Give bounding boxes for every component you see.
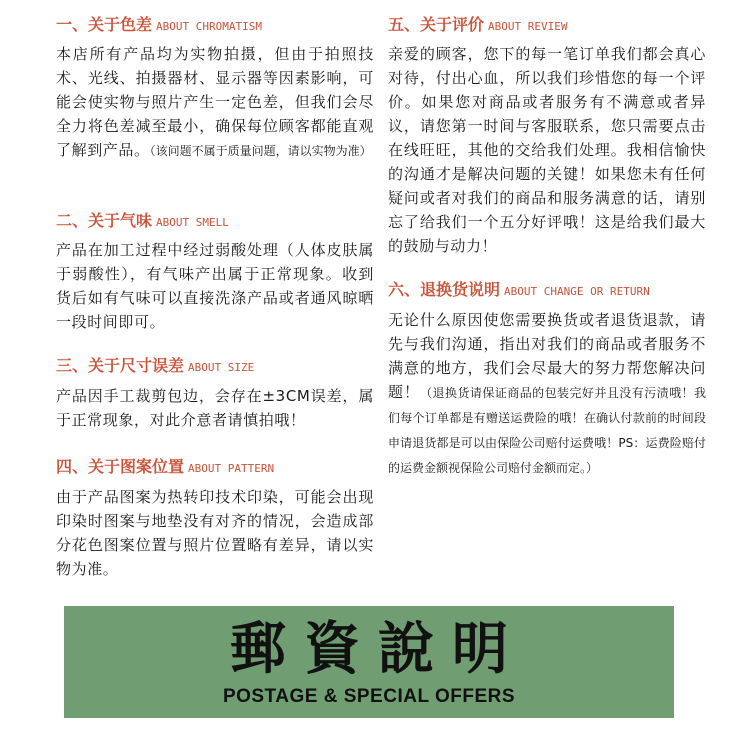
section-body-text: 亲爱的顾客，您下的每一笔订单我们都会真心对待，付出心血，所以我们珍惜您的每一个评价。如果您对商品或者服务有不满意或者异议，请您第一时间与客服联系，您只需要点击在线旺旺，其他的交给我们处理。我相信愉快的沟通才是解决问题的关键！如果您未有任何疑问或者对我们的商品和服务满意的话，请别忘了给我们一个五分好评哦！这是给我们最大的鼓励与动力！ [388,45,706,255]
section-title-en: ABOUT REVIEW [488,20,568,33]
section-title-cn: 六、退换货说明 [388,280,501,299]
section-title-en: ABOUT CHANGE OR RETURN [504,285,650,298]
section-title-en: ABOUT PATTERN [188,462,275,475]
section-title-return [388,279,650,303]
section-title-chromatism [56,14,262,38]
section-body-text: 无论什么原因使您需要换货或者退货退款，请先与我们沟通，指出对我们的商品或者服务不满意的地方，我们会尽最大的努力帮您解决问题！ [388,311,706,401]
section-title-cn: 三、关于尺寸误差 [56,356,185,375]
section-title-en: ABOUT SIZE [188,361,255,374]
section-title-pattern [56,456,274,480]
section-body-pattern [56,485,374,581]
section-title-smell [56,210,229,234]
section-title-size [56,355,254,379]
section-body-size [56,384,374,432]
section-body-text: 由于产品图案为热转印技术印染，可能会出现印染时图案与地垫没有对齐的情况，会造成部分花色图案位置与照片位置略有差异，请以实物为准。 [56,488,374,578]
section-body-text: 本店所有产品均为实物拍摄，但由于拍照技术、光线、拍摄器材、显示器等因素影响，可能会使实物与照片产生一定色差，但我们会尽全力将色差减至最小，确保每位顾客都能直观了解到产品。 [56,45,374,159]
section-title-en: ABOUT CHROMATISM [156,20,262,33]
section-title-cn: 一、关于色差 [56,15,153,34]
section-body-text: 产品在加工过程中经过弱酸处理（人体皮肤属于弱酸性），有气味产出属于正常现象。收到货后如有气味可以直接洗涤产品或者通风晾晒一段时间即可。 [56,241,374,331]
section-title-en: ABOUT SMELL [156,216,229,229]
section-title-review [388,14,568,38]
section-title-cn: 二、关于气味 [56,211,153,230]
section-title-cn: 四、关于图案位置 [56,457,185,476]
banner-title-en: POSTAGE & SPECIAL OFFERS [222,686,516,707]
section-body-text: 产品因手工裁剪包边，会存在±3CM误差，属于正常现象，对此介意者请慎拍哦！ [56,387,374,429]
section-body-smell [56,238,374,334]
section-title-cn: 五、关于评价 [388,15,485,34]
section-note: （退换货请保证商品的包装完好并且没有污渍哦！我们每个订单都是有赠送运费险的哦！在确认付款前的时间段申请退货都是可以由保险公司赔付运费哦！PS：运费险赔付的运费金额视保险公司赔付金额而定。） [388,386,706,475]
postage-banner [64,606,674,718]
banner-title-cn: 郵資說明 [230,616,526,682]
section-body-review [388,42,706,258]
section-body-return [388,308,706,480]
section-body-chromatism [56,42,374,163]
section-note: （该问题不属于质量问题，请以实物为准） [149,144,372,158]
